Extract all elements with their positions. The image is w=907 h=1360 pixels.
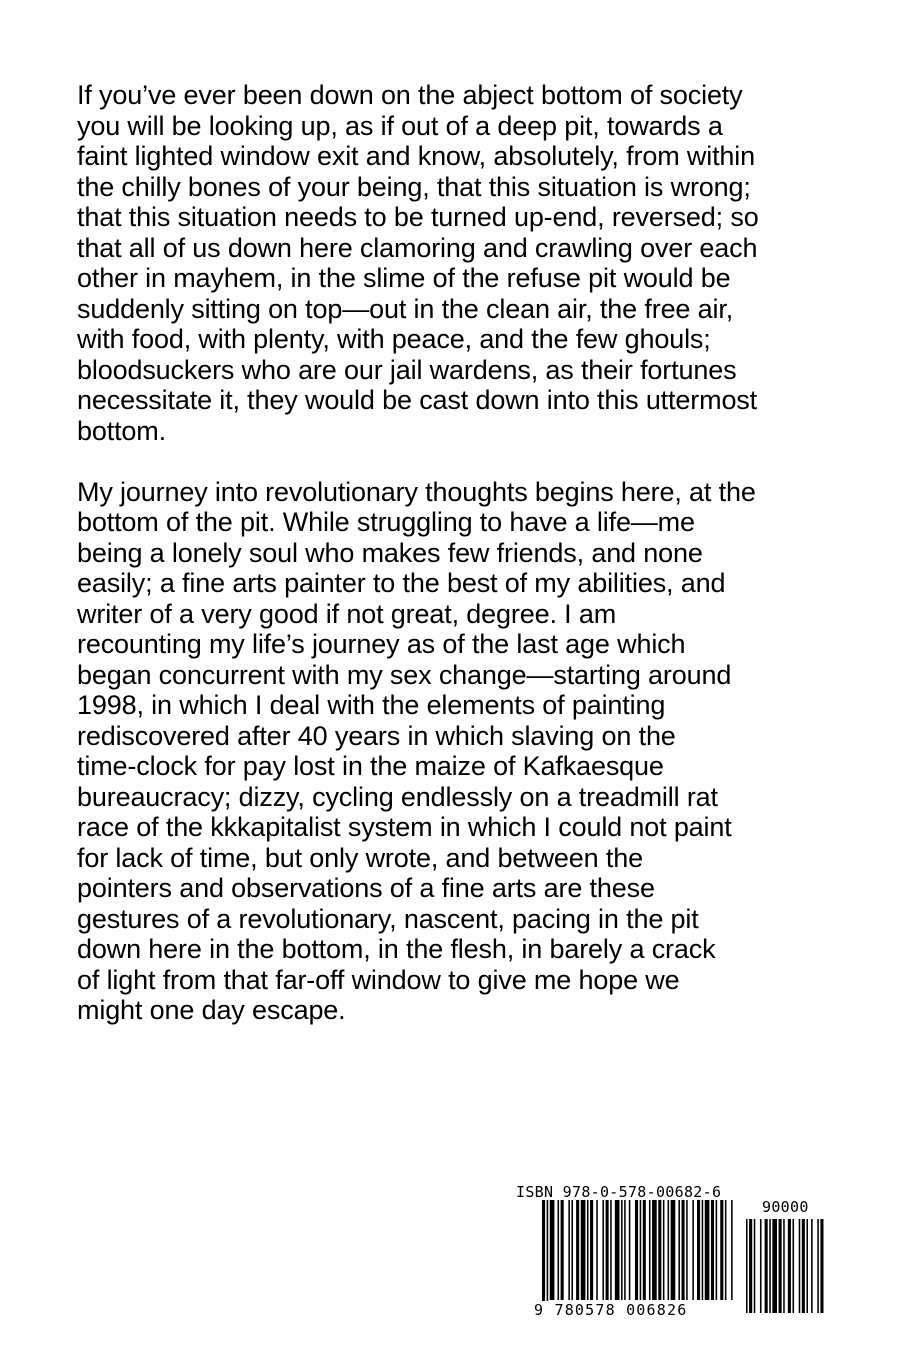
- text-line: rediscovered after 40 years in which slaving on the: [77, 720, 676, 751]
- addon-bar: [769, 1219, 771, 1313]
- barcode-bar: [658, 1200, 661, 1300]
- barcode-bar: [682, 1200, 685, 1300]
- text-line: with food, with plenty, with peace, and the few ghouls;: [77, 324, 711, 354]
- addon-bar: [760, 1219, 762, 1313]
- price-code: 90000: [762, 1198, 809, 1216]
- barcode-bar: [596, 1200, 598, 1300]
- barcode-bar: [590, 1200, 593, 1300]
- addon-bar: [779, 1219, 782, 1313]
- text-line: easily; a fine arts painter to the best of my abilities, and: [77, 568, 726, 598]
- text-line: bottom.: [77, 415, 166, 446]
- barcode-bar: [547, 1200, 549, 1312]
- text-line: that all of us down here clamoring and crawling over each: [77, 232, 758, 263]
- addon-bar: [802, 1219, 805, 1313]
- barcode-bar: [558, 1200, 560, 1300]
- text-line: If you’ve ever been down on the abject bottom of society: [77, 80, 743, 110]
- text-line: you will be looking up, as if out of a deep pit, towards a: [77, 110, 723, 141]
- barcode-bar: [587, 1200, 589, 1300]
- barcode-bar: [692, 1200, 694, 1300]
- barcode-bar: [671, 1200, 676, 1300]
- addon-bar: [793, 1219, 795, 1313]
- text-line: down here in the bottom, in the flesh, in barely a crack: [77, 934, 716, 964]
- barcode-digits: 9 780578 006826: [534, 1301, 688, 1319]
- barcode-bar: [602, 1200, 604, 1300]
- barcode-bar: [635, 1200, 638, 1300]
- text-line: faint lighted window exit and know, absolutely, from within: [77, 141, 756, 171]
- text-line: bureaucracy; dizzy, cycling endlessly on a treadmill rat: [77, 781, 718, 812]
- barcode-bar: [652, 1200, 657, 1300]
- barcode-bar: [643, 1200, 646, 1300]
- barcode-bar: [621, 1200, 623, 1300]
- barcode-bar: [606, 1200, 609, 1300]
- barcode-bar: [711, 1200, 714, 1300]
- text-line: began concurrent with my sex change—starting around: [77, 659, 732, 690]
- text-line: gestures of a revolutionary, nascent, pacing in the pit: [77, 903, 699, 934]
- addon-bar: [772, 1219, 777, 1313]
- addon-bar: [799, 1219, 801, 1313]
- barcode-bar: [720, 1200, 723, 1300]
- addon-bar: [754, 1219, 756, 1313]
- text-line: that this situation needs to be turned up-end, reversed; so: [77, 202, 759, 232]
- blurb-paragraph-2: [77, 477, 847, 1026]
- text-line: writer of a very good if not great, degree. I am: [77, 598, 617, 629]
- text-line: being a lonely soul who makes few friends, and none: [77, 537, 703, 568]
- text-line: time-clock for pay lost in the maize of Kafkaesque: [77, 751, 664, 781]
- text-line: other in mayhem, in the slime of the refuse pit would be: [77, 263, 731, 293]
- barcode-bar: [571, 1200, 573, 1300]
- addon-bar: [783, 1219, 785, 1313]
- barcode-bar: [705, 1200, 710, 1300]
- text-line: necessitate it, they would be cast down into this uttermost: [77, 385, 758, 415]
- barcode-bar: [640, 1200, 642, 1300]
- barcode-bar: [725, 1200, 727, 1300]
- text-line: 1998, in which I deal with the elements of painting: [77, 690, 666, 720]
- addon-bar: [806, 1219, 808, 1313]
- blurb-paragraph-1: [77, 80, 847, 446]
- blurb-text: [77, 80, 847, 1026]
- barcode-bar: [561, 1200, 564, 1300]
- barcode-bar: [615, 1200, 620, 1300]
- addon-bar: [746, 1219, 748, 1313]
- isbn-label: ISBN 978-0-578-00682-6: [516, 1183, 722, 1201]
- barcode-bar: [568, 1200, 570, 1300]
- barcode-bar: [610, 1200, 612, 1300]
- barcode-bar: [716, 1200, 718, 1300]
- addon-bar: [811, 1219, 813, 1313]
- barcode-bar: [550, 1200, 555, 1300]
- barcode-bar: [629, 1200, 631, 1300]
- addon-bar: [817, 1219, 819, 1313]
- addon-bar: [765, 1219, 768, 1313]
- text-line: pointers and observations of a fine arts are these: [77, 873, 655, 903]
- barcode-bar: [576, 1200, 579, 1300]
- text-line: the chilly bones of your being, that this situation is wrong;: [77, 171, 751, 202]
- barcode-bar: [663, 1200, 665, 1300]
- barcode-bar: [581, 1200, 586, 1300]
- barcode-bar: [624, 1200, 626, 1300]
- isbn-barcode: [510, 1183, 840, 1323]
- addon-bar: [788, 1219, 791, 1313]
- barcode-bar: [686, 1200, 688, 1300]
- addon-bar: [820, 1219, 823, 1313]
- barcode-bar: [731, 1200, 733, 1300]
- text-line: bottom of the pit. While struggling to have a life—me: [77, 507, 695, 537]
- text-line: of light from that far-off window to give me hope we: [77, 964, 680, 995]
- addon-bar: [749, 1219, 752, 1313]
- barcode-bar: [702, 1200, 704, 1300]
- text-line: bloodsuckers who are our jail wardens, as their fortunes: [77, 354, 737, 385]
- barcode-bar: [678, 1200, 680, 1300]
- text-line: suddenly sitting on top—out in the clean air, the free air,: [77, 293, 734, 324]
- barcode-bar: [542, 1200, 545, 1312]
- barcode-bar: [697, 1200, 700, 1300]
- text-line: My journey into revolutionary thoughts begins here, at the: [77, 476, 756, 507]
- text-line: race of the kkkapitalist system in which I could not paint: [77, 812, 732, 842]
- text-line: recounting my life’s journey as of the last age which: [77, 629, 686, 659]
- barcode-bar: [649, 1200, 651, 1300]
- text-line: might one day escape.: [77, 995, 346, 1025]
- barcode-bar: [668, 1200, 670, 1300]
- text-line: for lack of time, but only wrote, and between the: [77, 842, 643, 873]
